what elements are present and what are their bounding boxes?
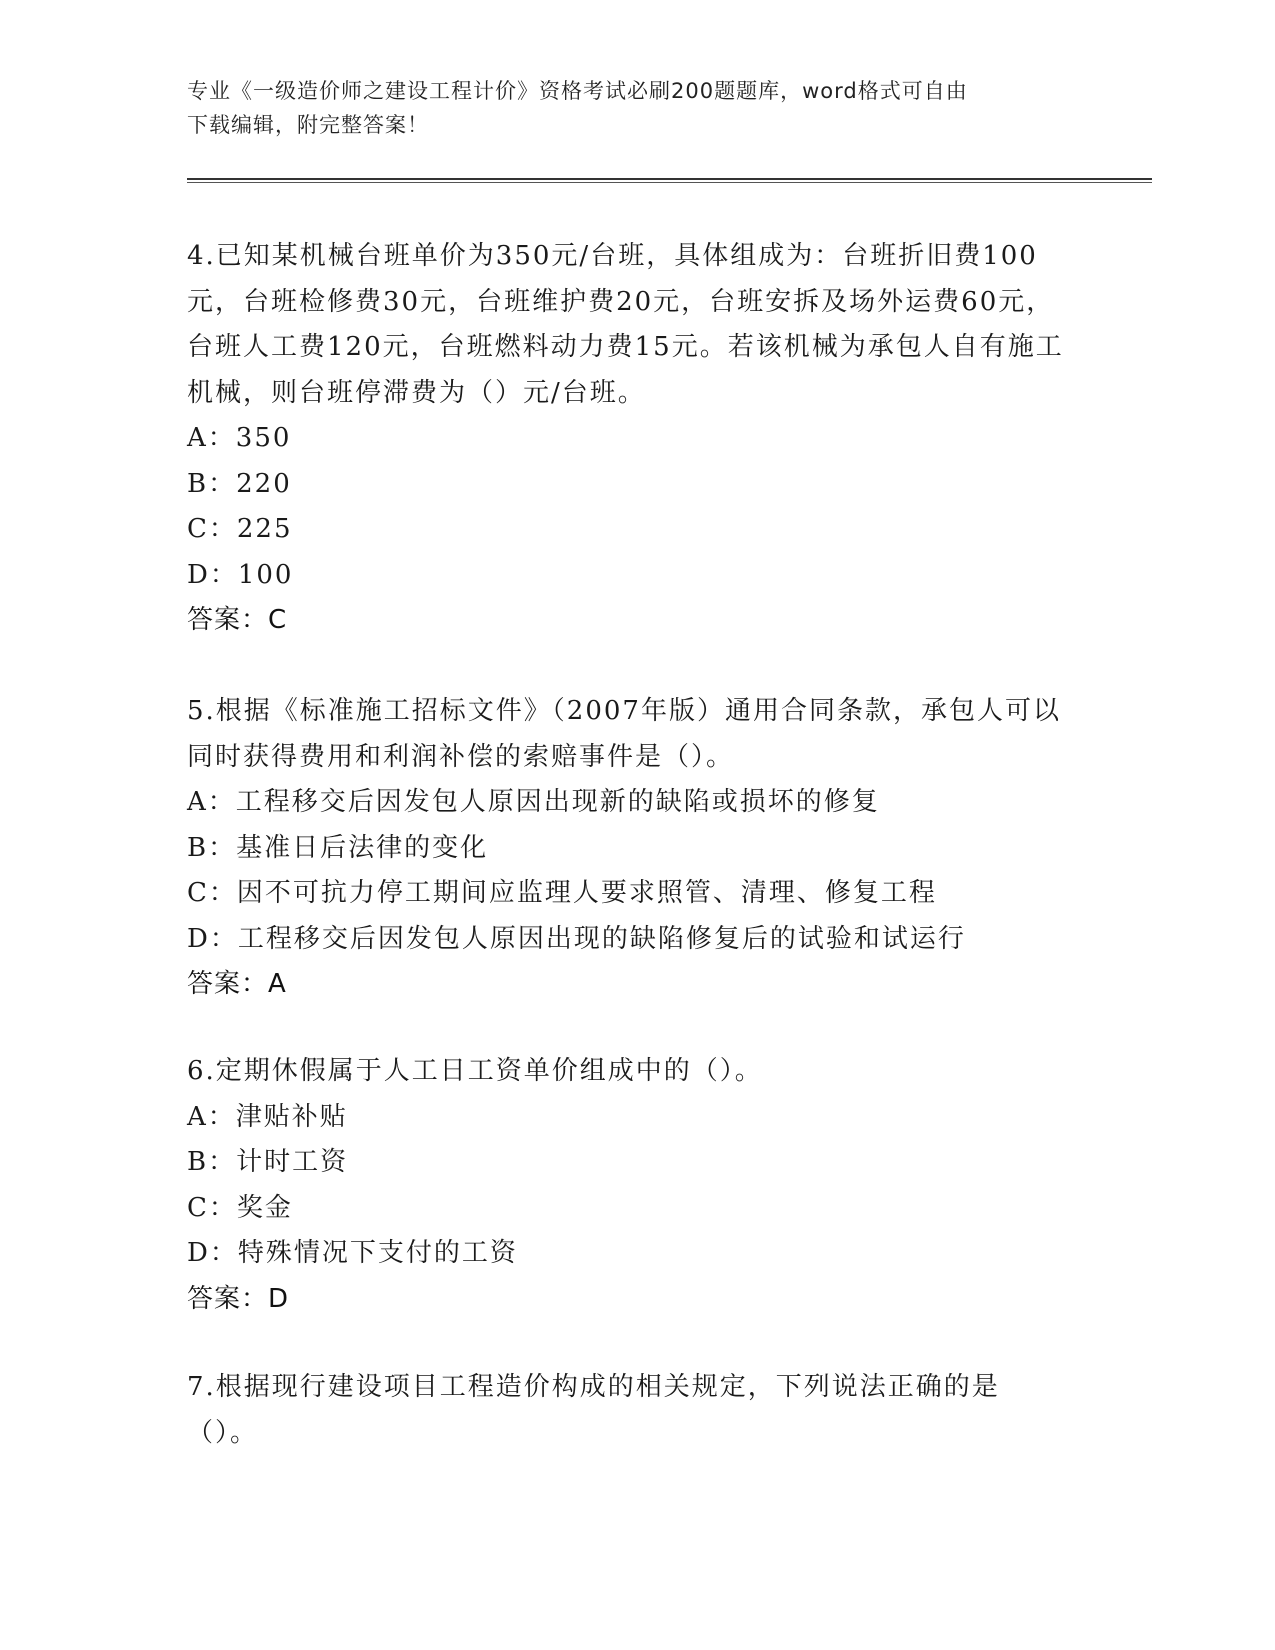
- question-4: [187, 234, 1067, 644]
- header-divider-thin: [187, 182, 1152, 183]
- option-d: D：100: [187, 559, 294, 590]
- option-b: B：计时工资: [187, 1147, 349, 1177]
- question-6: [187, 1049, 1067, 1322]
- question-stem: 6.定期休假属于人工日工资单价组成中的（）。: [187, 1056, 763, 1086]
- option-d: D：特殊情况下支付的工资: [187, 1238, 518, 1268]
- question-stem: 7.根据现行建设项目工程造价构成的相关规定，下列说法正确的是（）。: [187, 1372, 1000, 1448]
- option-b: B：基准日后法律的变化: [187, 832, 489, 863]
- question-7: [187, 1365, 1067, 1456]
- option-c: C：225: [187, 514, 293, 544]
- option-a: A：津贴补贴: [187, 1101, 348, 1132]
- header-line-2: 下载编辑，附完整答案！: [187, 113, 429, 137]
- option-b: B：220: [187, 468, 292, 499]
- question-5: [187, 689, 1067, 1008]
- option-a: A：350: [187, 423, 292, 453]
- answer: 答案：C: [187, 605, 288, 635]
- question-stem: 5.根据《标准施工招标文件》（2007年版）通用合同条款，承包人可以同时获得费用和利润补偿的索赔事件是（）。: [187, 696, 1061, 772]
- question-stem: 4.已知某机械台班单价为350元/台班，具体组成为：台班折旧费100元，台班检修费30元，台班维护费20元，台班安拆及场外运费60元，台班人工费120元，台班燃料动力费15元。若该机械为承包人自有施工机械，则台班停滞费为（）元/台班。: [187, 241, 1064, 408]
- document-header: [187, 74, 1087, 142]
- option-d: D：工程移交后因发包人原因出现的缺陷修复后的试验和试运行: [187, 923, 966, 954]
- header-line-1: 专业《一级造价师之建设工程计价》资格考试必刷200题题库，word格式可自由: [187, 79, 968, 103]
- option-a: A：工程移交后因发包人原因出现新的缺陷或损坏的修复: [187, 787, 880, 817]
- header-divider-thick: [187, 178, 1152, 180]
- option-c: C：因不可抗力停工期间应监理人要求照管、清理、修复工程: [187, 878, 937, 908]
- option-c: C：奖金: [187, 1192, 293, 1223]
- answer: 答案：A: [187, 969, 287, 999]
- answer: 答案：D: [187, 1283, 290, 1314]
